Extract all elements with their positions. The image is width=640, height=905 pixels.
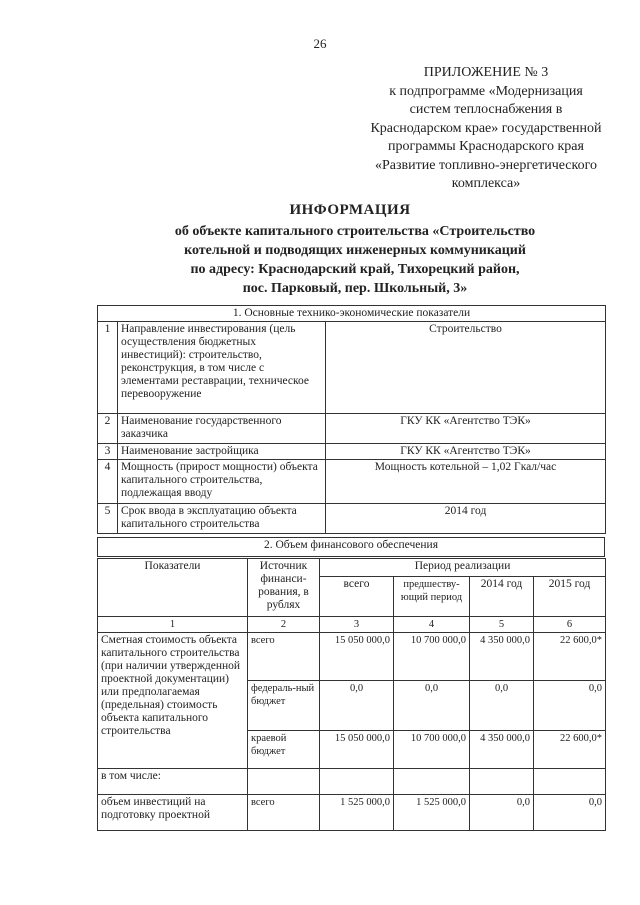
row-label: Наименование государственного заказчика bbox=[118, 414, 326, 444]
col-number: 5 bbox=[470, 617, 534, 633]
appendix-line: «Развитие топливно-энергетического bbox=[374, 157, 598, 173]
row-value: ГКУ КК «Агентство ТЭК» bbox=[326, 414, 606, 444]
row-source: краевой бюджет bbox=[248, 731, 320, 769]
row-2015: 0,0 bbox=[534, 795, 606, 831]
header-period: Период реализации bbox=[320, 559, 606, 577]
empty-cell bbox=[248, 769, 320, 795]
row-value: Строительство bbox=[326, 322, 606, 414]
subtitle-line: котельной и подводящих инженерных коммуникаций bbox=[184, 243, 526, 258]
empty-cell bbox=[470, 769, 534, 795]
document-title: ИНФОРМАЦИЯ bbox=[289, 202, 411, 218]
row-number: 1 bbox=[98, 322, 118, 414]
row-label: Мощность (прирост мощности) объекта капитального строительства, подлежащая вводу bbox=[118, 460, 326, 504]
header-2015: 2015 год bbox=[534, 577, 606, 617]
table-row bbox=[98, 504, 606, 534]
subtitle-line: по адресу: Краснодарский край, Тихорецкий район, bbox=[190, 262, 520, 277]
table-row bbox=[98, 322, 606, 414]
table-row bbox=[98, 460, 606, 504]
appendix-line: комплекса» bbox=[451, 176, 521, 191]
row-number: 3 bbox=[98, 444, 118, 460]
row-source: всего bbox=[248, 633, 320, 681]
row-2015: 22 600,0* bbox=[534, 633, 606, 681]
table-row bbox=[98, 633, 606, 681]
row-value: ГКУ КК «Агентство ТЭК» bbox=[326, 444, 606, 460]
appendix-line: к подпрограмме «Модернизация bbox=[389, 83, 583, 99]
appendix-line: программы Краснодарского края bbox=[388, 139, 584, 154]
col-number: 3 bbox=[320, 617, 394, 633]
col-number: 6 bbox=[534, 617, 606, 633]
row-total: 15 050 000,0 bbox=[320, 633, 394, 681]
col-number: 2 bbox=[248, 617, 320, 633]
financing-table bbox=[97, 558, 606, 831]
row-total: 0,0 bbox=[320, 681, 394, 731]
col-number: 4 bbox=[394, 617, 470, 633]
subtitle-line: об объекте капитального строительства «Строительство bbox=[174, 224, 536, 239]
section2-heading: 2. Объем финансового обеспечения bbox=[98, 538, 605, 557]
header-source: Источник финанси-рования, в рублях bbox=[248, 559, 320, 617]
section1-heading: 1. Основные технико-экономические показатели bbox=[98, 306, 606, 322]
empty-cell bbox=[320, 769, 394, 795]
header-previous: предшеству-ющий период bbox=[394, 577, 470, 617]
appendix-line: ПРИЛОЖЕНИЕ № 3 bbox=[423, 65, 549, 80]
header-indicators: Показатели bbox=[98, 559, 248, 617]
subtitle-line: пос. Парковый, пер. Школьный, 3» bbox=[242, 281, 468, 296]
row-value: Мощность котельной – 1,02 Гкал/час bbox=[326, 460, 606, 504]
row-previous: 0,0 bbox=[394, 681, 470, 731]
header-2014: 2014 год bbox=[470, 577, 534, 617]
appendix-header bbox=[352, 64, 620, 194]
row-total: 15 050 000,0 bbox=[320, 731, 394, 769]
table-row bbox=[98, 444, 606, 460]
row-label: Срок ввода в эксплуатацию объекта капитального строительства bbox=[118, 504, 326, 534]
empty-cell bbox=[394, 769, 470, 795]
technical-indicators-table bbox=[97, 305, 606, 534]
row-label: Направление инвестирования (цель осуществления бюджетных инвестиций): строительство, реконструкция, в том числе с элементами реставрации, техническое перевооружение bbox=[118, 322, 326, 414]
row-previous: 10 700 000,0 bbox=[394, 731, 470, 769]
header-total: всего bbox=[320, 577, 394, 617]
appendix-line: систем теплоснабжения в bbox=[409, 102, 563, 117]
row-indicator: объем инвестиций на подготовку проектной bbox=[98, 795, 248, 831]
page-number: 26 bbox=[313, 36, 327, 51]
row-2014: 0,0 bbox=[470, 795, 534, 831]
row-2014: 0,0 bbox=[470, 681, 534, 731]
financing-heading-table bbox=[97, 537, 605, 557]
row-2015: 0,0 bbox=[534, 681, 606, 731]
row-label: Наименование застройщика bbox=[118, 444, 326, 460]
row-2014: 4 350 000,0 bbox=[470, 731, 534, 769]
row-indicator: в том числе: bbox=[98, 769, 248, 795]
row-previous: 10 700 000,0 bbox=[394, 633, 470, 681]
col-number: 1 bbox=[98, 617, 248, 633]
row-2014: 4 350 000,0 bbox=[470, 633, 534, 681]
row-source: всего bbox=[248, 795, 320, 831]
row-number: 2 bbox=[98, 414, 118, 444]
row-number: 5 bbox=[98, 504, 118, 534]
row-source: федераль-ный бюджет bbox=[248, 681, 320, 731]
appendix-line: Краснодарском крае» государственной bbox=[370, 120, 602, 136]
row-2015: 22 600,0* bbox=[534, 731, 606, 769]
column-numbers-row bbox=[98, 617, 606, 633]
table-row bbox=[98, 795, 606, 831]
document-subtitle bbox=[95, 222, 615, 298]
table-row bbox=[98, 414, 606, 444]
row-indicator: Сметная стоимость объекта капитального строительства (при наличии утвержденной проектной документации) или предполагаемая (предельная) стоимость объекта капитального строительства bbox=[98, 633, 248, 769]
row-value: 2014 год bbox=[326, 504, 606, 534]
row-previous: 1 525 000,0 bbox=[394, 795, 470, 831]
row-number: 4 bbox=[98, 460, 118, 504]
row-total: 1 525 000,0 bbox=[320, 795, 394, 831]
empty-cell bbox=[534, 769, 606, 795]
table-row bbox=[98, 769, 606, 795]
